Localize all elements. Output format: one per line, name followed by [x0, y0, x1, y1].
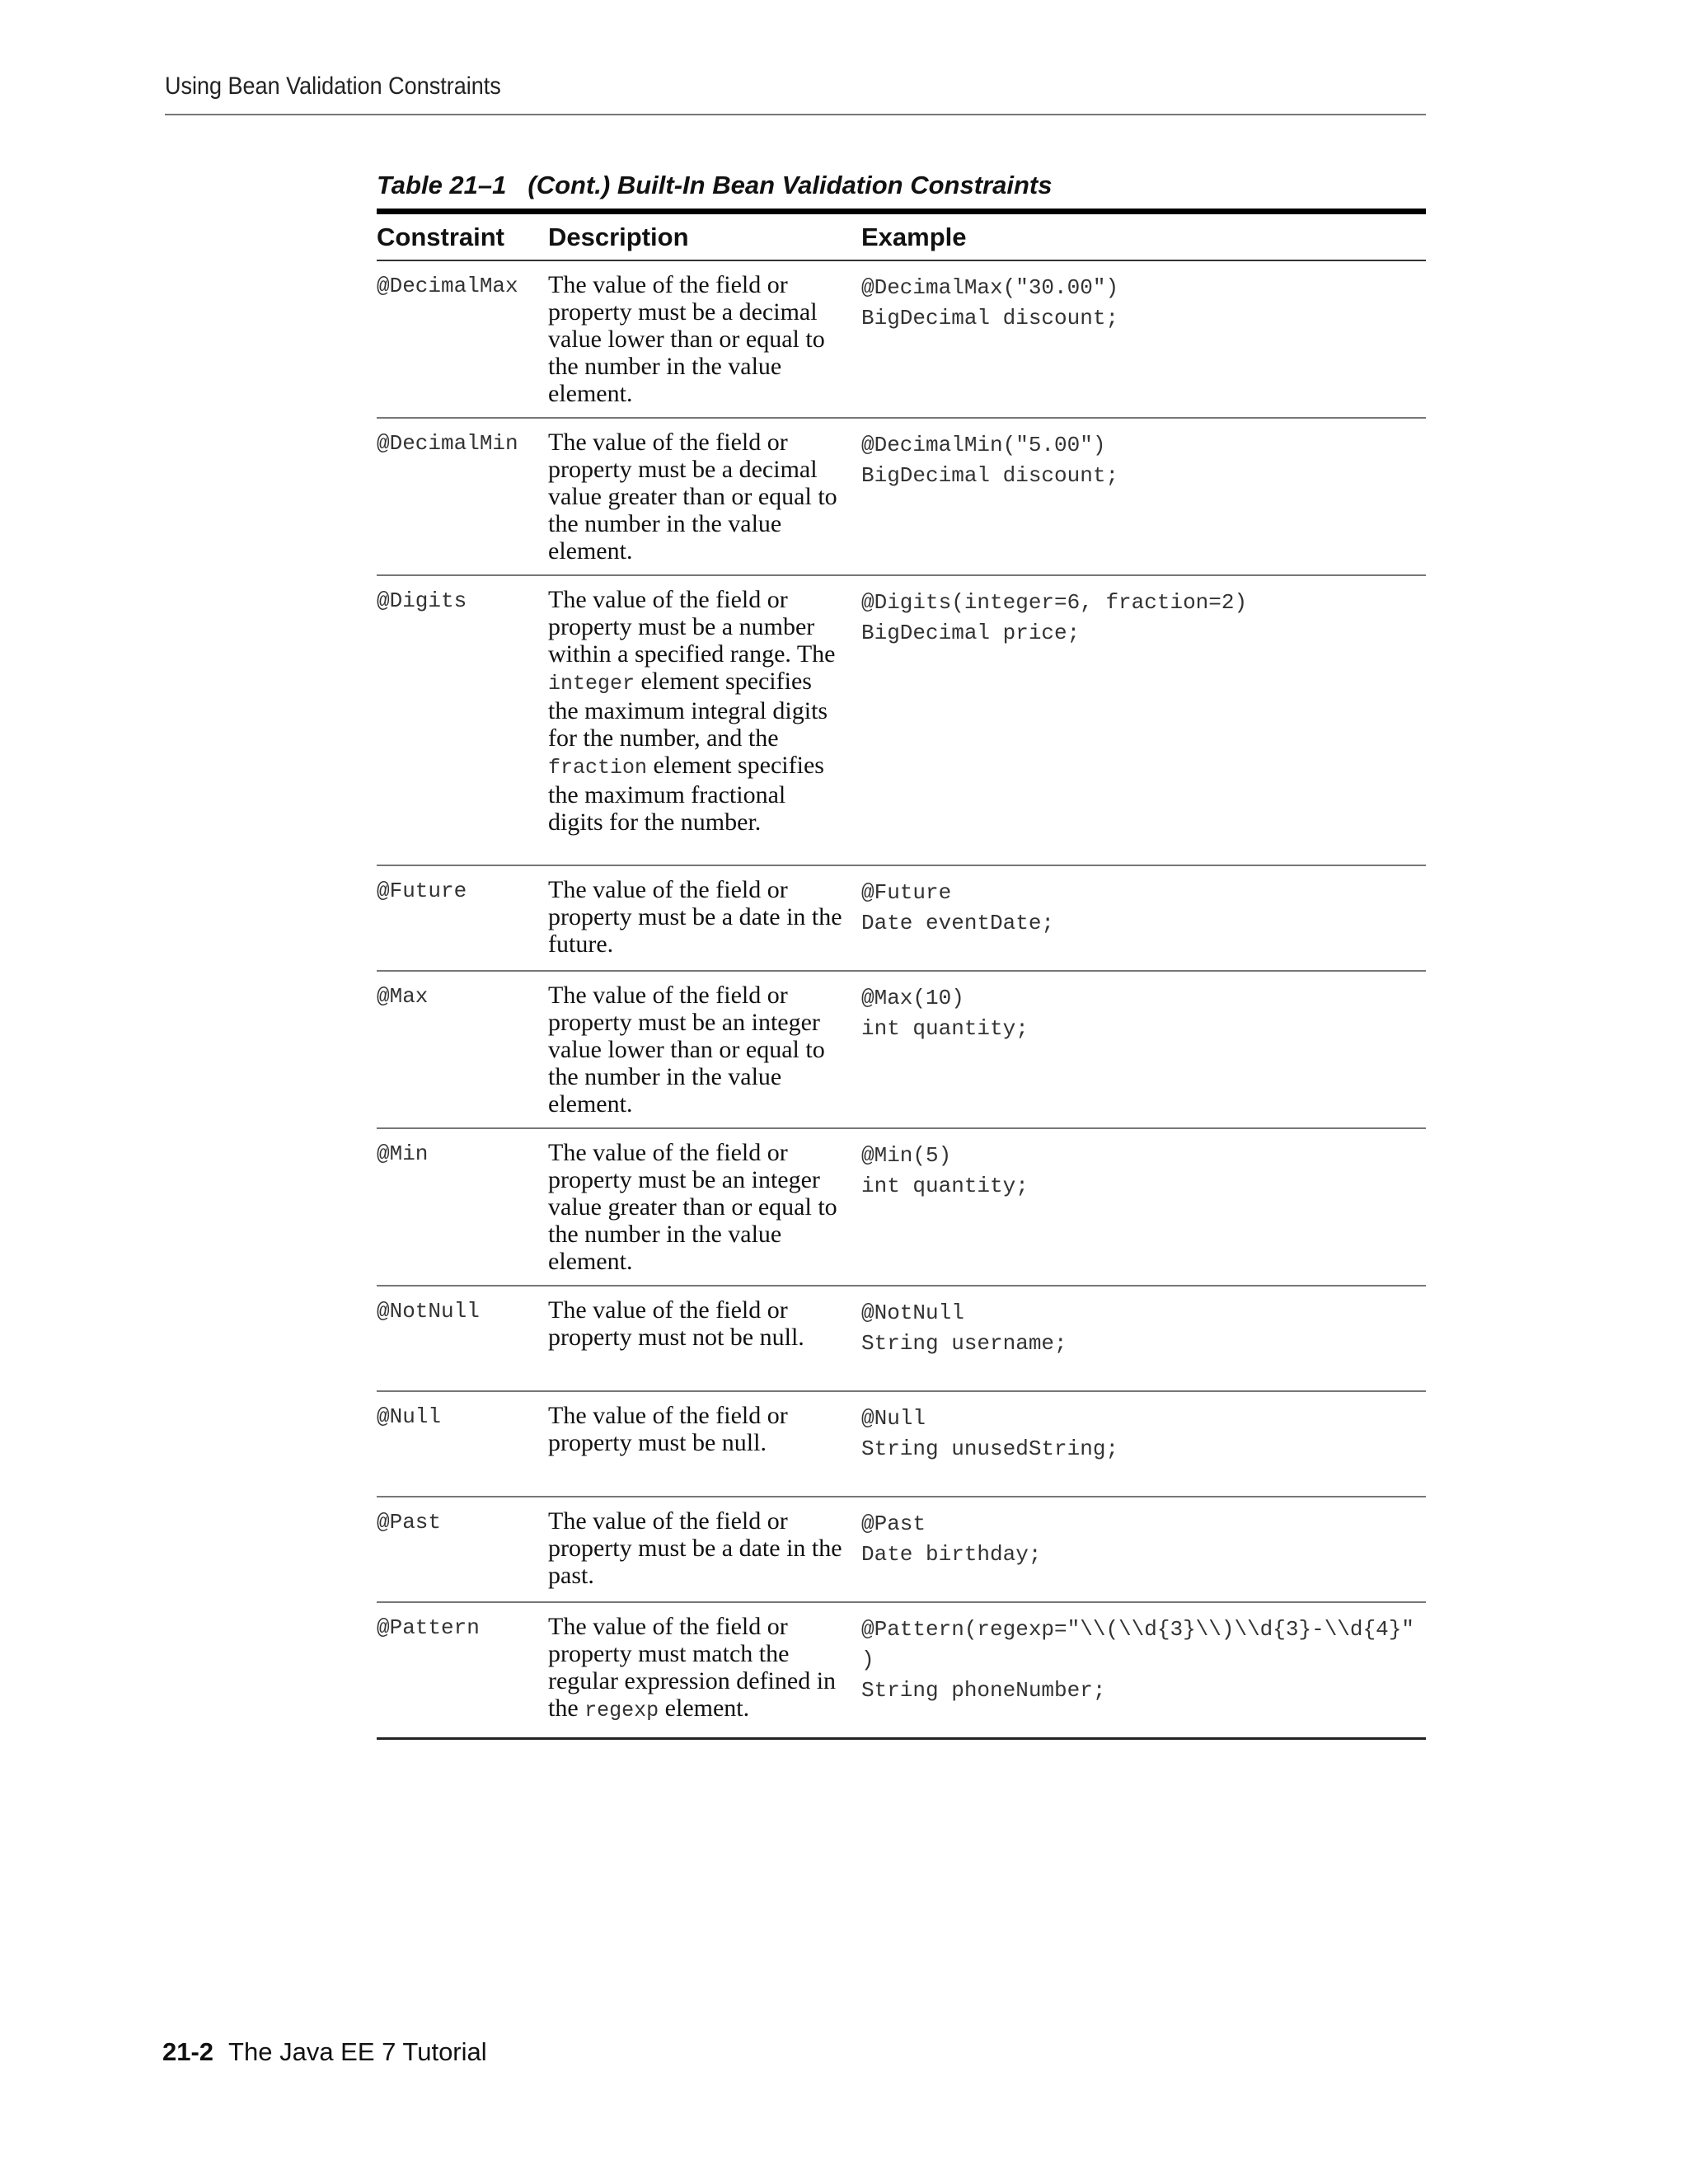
constraint-description — [548, 260, 861, 418]
constraint-description — [548, 1286, 861, 1391]
example-code-line: int quantity; — [861, 1174, 1029, 1198]
table-row — [377, 1128, 1426, 1286]
table-row — [377, 971, 1426, 1128]
description-text: The value of the field or property must be an integer value greater than or equal to the number in the value element. — [548, 1139, 837, 1275]
running-header — [165, 73, 1426, 115]
description-text: element specifies the maximum integral digits for the number, and the — [548, 668, 828, 752]
column-header-example: Example — [861, 212, 1426, 261]
constraint-description — [548, 418, 861, 575]
inline-code: integer — [548, 672, 635, 696]
constraint-example — [861, 418, 1426, 575]
table-row — [377, 1497, 1426, 1602]
constraint-description — [548, 1602, 861, 1738]
constraint-name: @DecimalMin — [377, 418, 548, 575]
example-code-line: @Digits(integer=6, fraction=2) — [861, 590, 1248, 615]
constraint-description — [548, 1128, 861, 1286]
description-text: The value of the field or property must be a date in the past. — [548, 1507, 842, 1589]
inline-code: fraction — [548, 756, 648, 780]
example-code-line: @Null — [861, 1406, 926, 1431]
constraint-example — [861, 575, 1426, 865]
table-caption — [377, 171, 1052, 200]
table-caption-number: Table 21–1 — [377, 171, 507, 199]
constraint-name: @Digits — [377, 575, 548, 865]
column-header-constraint: Constraint — [377, 212, 548, 261]
example-code-line: Date birthday; — [861, 1542, 1042, 1567]
constraint-name: @Min — [377, 1128, 548, 1286]
constraint-example — [861, 1128, 1426, 1286]
table-body — [377, 260, 1426, 1738]
table-header — [377, 212, 1426, 261]
table-row — [377, 1286, 1426, 1391]
column-header-description: Description — [548, 212, 861, 261]
constraint-name: @Past — [377, 1497, 548, 1602]
constraint-example — [861, 1602, 1426, 1738]
example-code-line: @Max(10) — [861, 986, 964, 1010]
example-code-line: String username; — [861, 1331, 1067, 1356]
table-row — [377, 260, 1426, 418]
description-text: element. — [659, 1694, 750, 1722]
constraint-name: @Max — [377, 971, 548, 1128]
constraint-name: @DecimalMax — [377, 260, 548, 418]
constraint-description — [548, 1497, 861, 1602]
example-code-line: String phoneNumber; — [861, 1678, 1106, 1703]
description-text: The value of the field or property must be a number within a specified range. The — [548, 586, 836, 668]
example-code-line: ) — [861, 1647, 874, 1672]
book-title: The Java EE 7 Tutorial — [228, 2037, 487, 2066]
constraint-description — [548, 1391, 861, 1497]
constraint-name: @Future — [377, 865, 548, 971]
example-code-line: @Pattern(regexp="\\(\\d{3}\\)\\d{3}-\\d{4}" — [861, 1617, 1414, 1642]
description-text: The value of the field or property must be a date in the future. — [548, 876, 842, 958]
example-code-line: @NotNull — [861, 1301, 964, 1325]
example-code-line: @DecimalMax("30.00") — [861, 275, 1119, 300]
constraint-description — [548, 971, 861, 1128]
description-text: The value of the field or property must not be null. — [548, 1296, 804, 1351]
constraint-description — [548, 575, 861, 865]
constraint-example — [861, 865, 1426, 971]
description-text: The value of the field or property must be a decimal value lower than or equal to the number in the value element. — [548, 271, 825, 407]
constraints-table — [377, 209, 1426, 1740]
constraint-name: @NotNull — [377, 1286, 548, 1391]
table-row — [377, 865, 1426, 971]
table-row — [377, 1602, 1426, 1738]
description-text: The value of the field or property must be a decimal value greater than or equal to the number in the value element. — [548, 429, 837, 565]
table-row — [377, 575, 1426, 865]
table-row — [377, 418, 1426, 575]
constraint-name: @Pattern — [377, 1602, 548, 1738]
page-number: 21-2 — [162, 2037, 214, 2066]
page-footer — [162, 2037, 487, 2067]
example-code-line: BigDecimal discount; — [861, 306, 1119, 330]
constraint-example — [861, 1391, 1426, 1497]
description-text: The value of the field or property must be an integer value lower than or equal to the number in the value element. — [548, 982, 825, 1118]
example-code-line: @Future — [861, 880, 952, 905]
example-code-line: @Past — [861, 1511, 926, 1536]
constraint-example — [861, 1497, 1426, 1602]
inline-code: regexp — [584, 1699, 659, 1722]
example-code-line: BigDecimal discount; — [861, 463, 1119, 488]
constraint-example — [861, 971, 1426, 1128]
running-header-title: Using Bean Validation Constraints — [165, 73, 501, 100]
example-code-line: @DecimalMin("5.00") — [861, 433, 1106, 457]
table-header-row — [377, 212, 1426, 261]
table-caption-title: (Cont.) Built-In Bean Validation Constraints — [528, 171, 1053, 199]
example-code-line: int quantity; — [861, 1016, 1029, 1041]
table-row — [377, 1391, 1426, 1497]
example-code-line: Date eventDate; — [861, 911, 1055, 935]
constraint-example — [861, 260, 1426, 418]
example-code-line: String unusedString; — [861, 1436, 1119, 1461]
constraint-name: @Null — [377, 1391, 548, 1497]
constraint-description — [548, 865, 861, 971]
example-code-line: @Min(5) — [861, 1143, 952, 1168]
constraint-example — [861, 1286, 1426, 1391]
description-text: The value of the field or property must be null. — [548, 1402, 788, 1456]
example-code-line: BigDecimal price; — [861, 621, 1081, 645]
description-text: The value of the field or property must match the regular expression defined in the — [548, 1613, 837, 1722]
description-text: element specifies the maximum fractional digits for the number. — [548, 752, 824, 836]
